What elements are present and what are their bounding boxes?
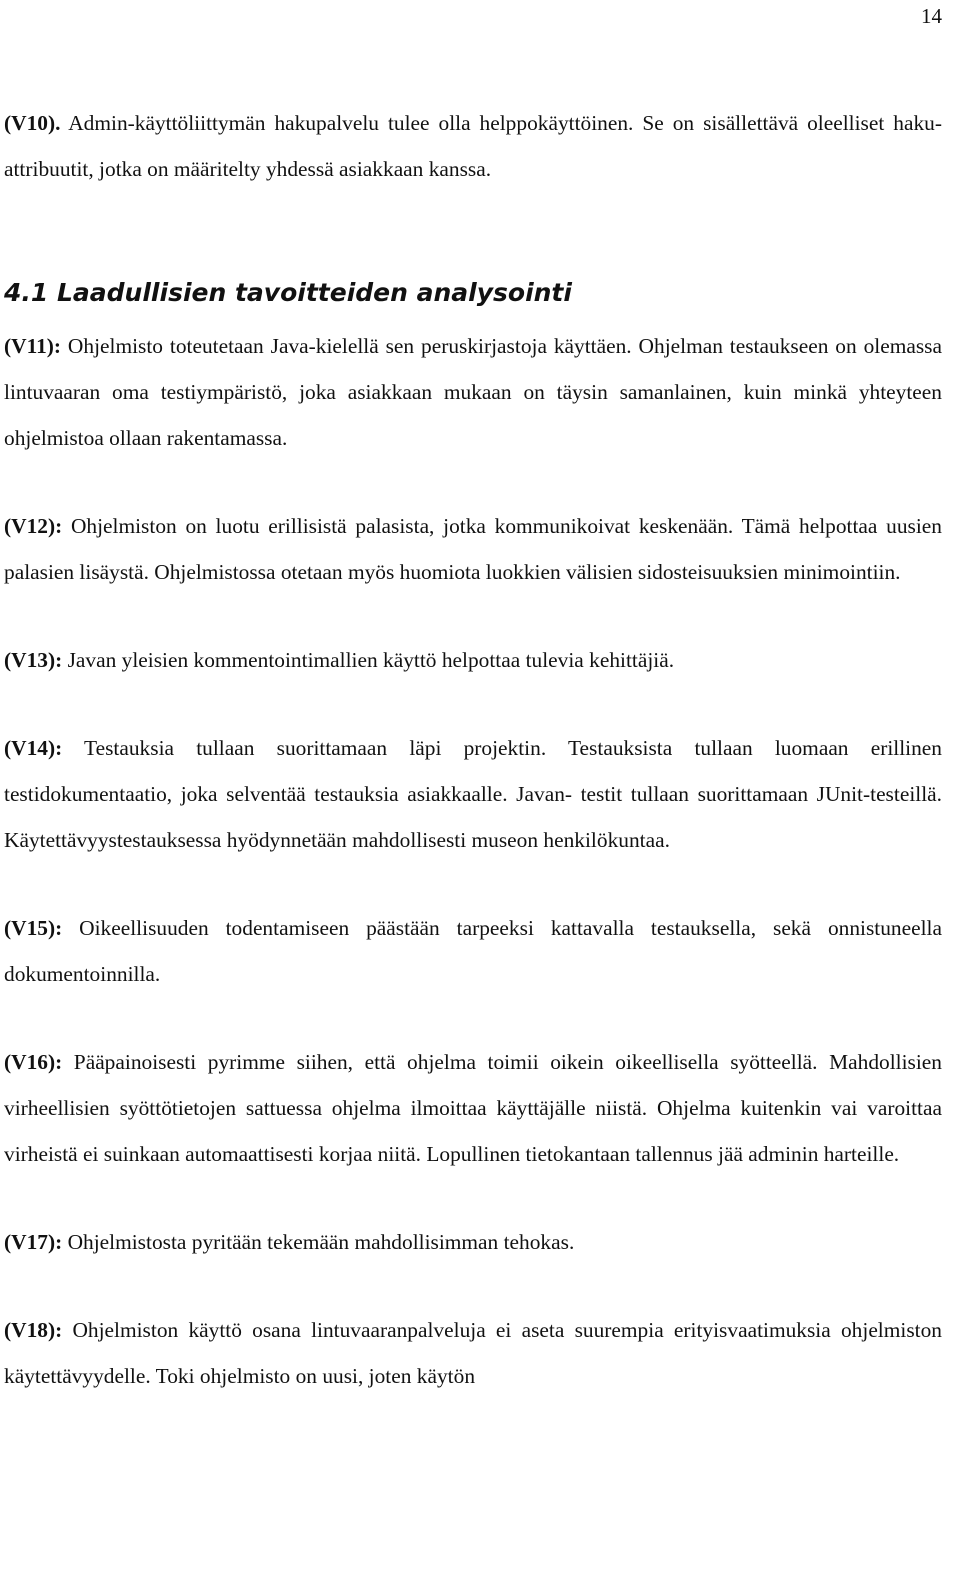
requirement-label: (V17):	[4, 1230, 63, 1254]
requirement-text: Ohjelmisto toteutetaan Java-kielellä sen peruskirjastoja käyttäen. Ohjelman testaukseen on olemassa lintuvaaran oma testiympäristö, joka asiakkaan mukaan on täysin samanlainen, kuin minkä yhteyteen ohjelmistoa ollaan rakentamassa.	[4, 334, 942, 450]
requirement-text: Pääpainoisesti pyrimme siihen, että ohjelma toimii oikein oikeellisella syötteellä. Mahdollisien virheellisien syöttötietojen sattuessa ohjelma ilmoittaa käyttäjälle niistä. Ohjelma kuitenkin vai varoittaa virheistä ei suinkaan automaattisesti korjaa niitä. Lopullinen tietokantaan tallennus jää adminin harteille.	[4, 1050, 942, 1166]
requirement-text: Admin-käyttöliittymän hakupalvelu tulee olla helppokäyttöinen. Se on sisällettävä oleelliset haku-attribuutit, jotka on määritelty yhdessä asiakkaan kanssa.	[4, 111, 942, 181]
requirement-paragraph-v14	[4, 725, 942, 863]
requirement-label: (V10).	[4, 111, 61, 135]
page-number: 14	[921, 4, 942, 28]
requirement-label: (V15):	[4, 916, 63, 940]
requirement-paragraph-v13	[4, 637, 942, 683]
requirement-paragraph-v11	[4, 323, 942, 461]
requirement-paragraph-v15	[4, 905, 942, 997]
requirement-text: Ohjelmiston on luotu erillisistä palasista, jotka kommunikoivat keskenään. Tämä helpottaa uusien palasien lisäystä. Ohjelmistossa otetaan myös huomiota luokkien välisien sidosteisuuksien minimointiin.	[4, 514, 942, 584]
requirement-label: (V11):	[4, 334, 62, 358]
requirement-text: Oikeellisuuden todentamiseen päästään tarpeeksi kattavalla testauksella, sekä onnistuneella dokumentoinnilla.	[4, 916, 942, 986]
requirement-label: (V14):	[4, 736, 63, 760]
requirement-text: Javan yleisien kommentointimallien käyttö helpottaa tulevia kehittäjiä.	[62, 648, 675, 672]
requirement-paragraph-v12	[4, 503, 942, 595]
requirement-label: (V12):	[4, 514, 63, 538]
requirement-text: Ohjelmiston käyttö osana lintuvaaranpalveluja ei aseta suurempia erityisvaatimuksia ohjelmiston käytettävyydelle. Toki ohjelmisto on uusi, joten käytön	[4, 1318, 942, 1388]
requirement-paragraph-v18	[4, 1307, 942, 1399]
requirement-paragraph-v17	[4, 1219, 942, 1265]
requirement-label: (V18):	[4, 1318, 63, 1342]
requirement-label: (V16):	[4, 1050, 63, 1074]
requirement-text: Testauksia tullaan suorittamaan läpi projektin. Testauksista tullaan luomaan erillinen testidokumentaatio, joka selventää testauksia asiakkaalle. Javan- testit tullaan suorittamaan JUnit-testeillä. Käytettävyystestauksessa hyödynnetään mahdollisesti museon henkilökuntaa.	[4, 736, 942, 852]
requirement-label: (V13):	[4, 648, 63, 672]
section-heading: 4.1 Laadullisien tavoitteiden analysointi	[4, 278, 572, 307]
requirement-paragraph-v10	[4, 100, 942, 192]
document-body	[4, 100, 942, 1399]
requirement-text: Ohjelmistosta pyritään tekemään mahdollisimman tehokas.	[62, 1230, 575, 1254]
requirement-paragraph-v16	[4, 1039, 942, 1177]
